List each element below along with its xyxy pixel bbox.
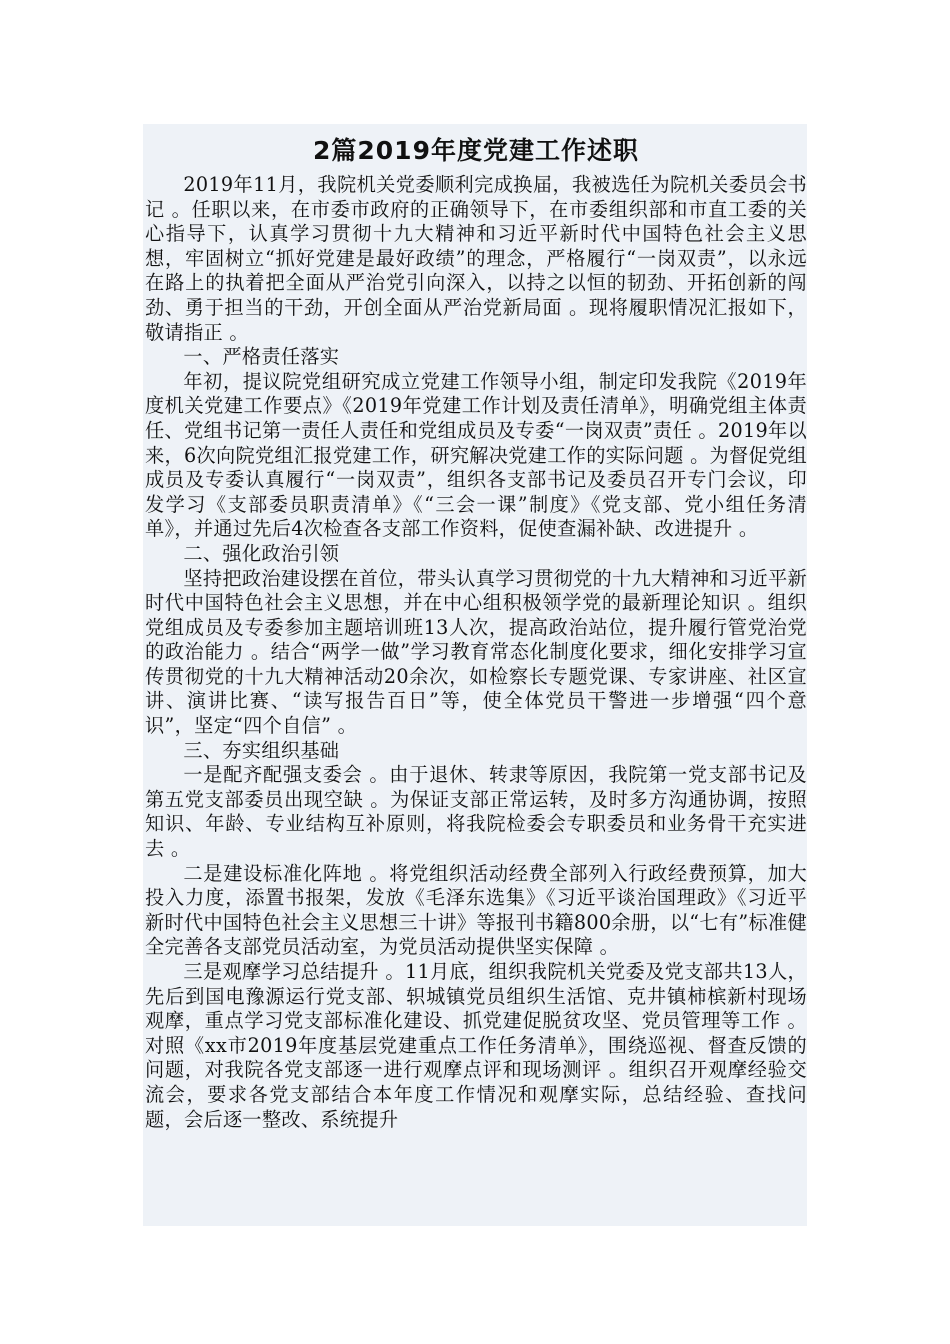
section-heading-1: 一、严格责任落实 xyxy=(183,345,340,369)
paragraph-section-2: 坚持把政治建设摆在首位，带头认真学习贯彻党的十九大精神和习近平新时代中国特色社会主义思想，并在中心组积极领学党的最新理论知识 。组织党组成员及专委参加主题培训班13人次，提高政治站位，提升履行管党治党的政治能力 。结合“两学一做”学习教育常态化制度化要求，细化安排学习宣传贯彻党的十九大精神活动20余次，如检察长专题党课、专家讲座、社区宣讲、演讲比赛、“读写报告百日”等，使全体党员干警进一步增强“四个意识”，坚定“四个自信” 。 xyxy=(145,566,807,738)
document-body xyxy=(145,131,807,1132)
section-heading-3: 三、夯实组织基础 xyxy=(183,738,340,762)
paragraph-intro: 2019年11月，我院机关党委顺利完成换届，我被选任为院机关委员会书记 。任职以来，在市委市政府的正确领导下，在市委组织部和市直工委的关心指导下，认真学习贯彻十九大精神和习近平新时代中国特色社会主义思想，牢固树立“抓好党建是最好政绩”的理念，严格履行“一岗双责”，以永远在路上的执着把全面从严治党引向深入，以持之以恒的韧劲、开拓创新的闯劲、勇于担当的干劲，开创全面从严治党新局面 。现将履职情况汇报如下，敬请指正 。 xyxy=(145,173,807,344)
section-heading-2: 二、强化政治引领 xyxy=(183,541,340,565)
paragraph-item-1: 一是配齐配强支委会 。由于退休、转隶等原因，我院第一党支部书记及第五党支部委员出现空缺 。为保证支部正常运转，及时多方沟通协调，按照知识、年龄、专业结构互补原则，将我院检委会专职委员和业务骨干充实进去 。 xyxy=(145,763,807,861)
paragraph-item-2: 二是建设标准化阵地 。将党组织活动经费全部列入行政经费预算，加大投入力度，添置书报架，发放《毛泽东选集》《习近平谈治国理政》《习近平新时代中国特色社会主义思想三十讲》等报刊书籍800余册，以“七有”标准健全完善各支部党员活动室，为党员活动提供坚实保障 。 xyxy=(145,861,807,959)
document-title: 2篇2019年度党建工作述职 xyxy=(313,136,639,165)
paragraph-section-1: 年初，提议院党组研究成立党建工作领导小组，制定印发我院《2019年度机关党建工作要点》《2019年党建工作计划及责任清单》，明确党组主体责任、党组书记第一责任人责任和党组成员及专委“一岗双责”责任 。2019年以来，6次向院党组汇报党建工作，研究解决党建工作的实际问题 。为督促党组成员及专委认真履行“一岗双责”，组织各支部书记及委员召开专门会议，印发学习《支部委员职责清单》《“三会一课”制度》《党支部、党小组任务清单》，并通过先后4次检查各支部工作资料，促使查漏补缺、改进提升 。 xyxy=(145,369,807,541)
paragraph-item-3: 三是观摩学习总结提升 。11月底，组织我院机关党委及党支部共13人，先后到国电豫源运行党支部、轵城镇党员组织生活馆、克井镇柿槟新村现场观摩，重点学习党支部标准化建设、抓党建促脱贫攻坚、党员管理等工作 。对照《xx市2019年度基层党建重点工作任务清单》，围绕巡视、督查反馈的问题，对我院各党支部逐一进行观摩点评和现场测评 。组织召开观摩经验交流会，要求各党支部结合本年度工作情况和观摩实际，总结经验、查找问题，会后逐一整改、系统提升 xyxy=(145,960,807,1131)
